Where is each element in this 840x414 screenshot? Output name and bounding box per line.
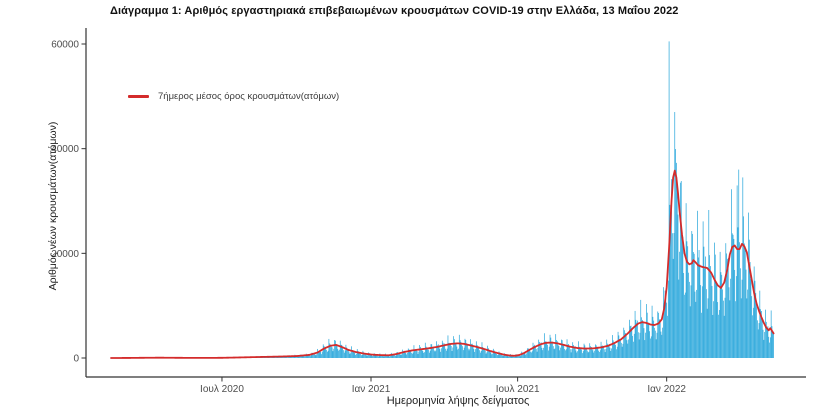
y-tick-label: 60000 <box>51 39 79 51</box>
tick-labels <box>51 40 686 396</box>
x-tick-label: Ιουλ 2020 <box>200 384 244 395</box>
y-tick-label: 0 <box>73 353 79 365</box>
x-axis-title: Ημερομηνία λήψης δείγματος <box>386 395 530 407</box>
x-tick-label: Ιαν 2021 <box>351 384 391 395</box>
y-axis-title: Αριθμός νέων κρουσμάτων(ατόμων) <box>47 121 59 291</box>
chart-title: Διάγραμμα 1: Αριθμός εργαστηριακά επιβεβαιωμένων κρουσμάτων COVID-19 στην Ελλάδα, 13 Μαΐου 2022 <box>110 5 679 17</box>
y-tick-label: 20000 <box>51 248 79 260</box>
daily-cases-bars <box>124 41 774 358</box>
x-tick-label: Ιουλ 2021 <box>495 384 540 395</box>
x-tick-label: Ιαν 2022 <box>647 384 686 395</box>
legend-avg-label: 7ήμερος μέσος όρος κρουσμάτων(ατόμων) <box>158 91 340 102</box>
y-tick-label: 40000 <box>51 144 79 156</box>
